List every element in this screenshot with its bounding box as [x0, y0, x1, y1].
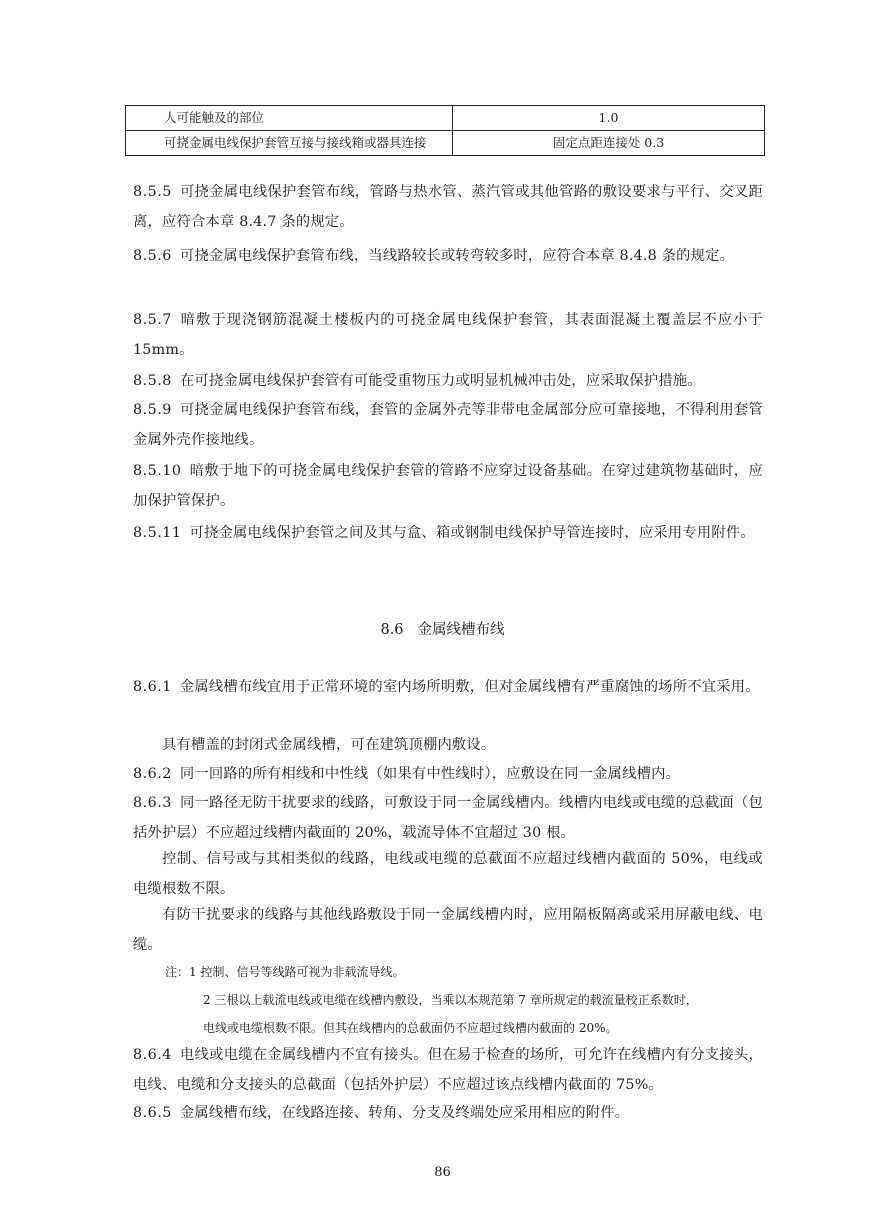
section-title: 金属线槽布线 [417, 622, 505, 638]
clause-number: 8.6.3 [133, 795, 172, 811]
clause-number: 8.6.2 [133, 766, 172, 782]
clause-paragraph [133, 367, 763, 397]
clause-paragraph [133, 519, 763, 549]
table-row [126, 106, 765, 131]
page-number: 86 [434, 1165, 451, 1180]
clause-text: 控制、信号或与其相类似的线路，电线或电缆的总截面不应超过线槽内截面的 50%，电线或电缆根数不限。 [133, 851, 763, 897]
clause-text: 在可挠金属电线保护套管有可能受重物压力或明显机械冲击处，应采取保护措施。 [179, 373, 702, 389]
clause-paragraph [133, 760, 763, 790]
note-label: 注： [165, 965, 190, 979]
table-cell-value: 1.0 [453, 106, 765, 131]
note-number: 2 [203, 993, 211, 1007]
clause-text: 同一回路的所有相线和中性线（如果有中性线时），应敷设在同一金属线槽内。 [179, 766, 681, 782]
section-number: 8.6 [380, 622, 404, 638]
clause-text: 金属线槽布线宜用于正常环境的室内场所明敷，但对金属线槽有严重腐蚀的场所不宜采用。 [179, 679, 760, 695]
clause-number: 8.6.4 [133, 1047, 172, 1063]
clause-paragraph [133, 901, 763, 960]
spec-table [125, 105, 765, 156]
clause-text: 具有槽盖的封闭式金属线槽，可在建筑顶棚内敷设。 [162, 737, 496, 753]
note-text: 电线或电缆根数不限。但其在线槽内的总截面仍不应超过线槽内截面的 20%。 [203, 1021, 618, 1035]
table-cell-value: 固定点距连接处 0.3 [453, 131, 765, 156]
note-line [165, 958, 405, 986]
clause-text: 可挠金属电线保护套管布线，套管的金属外壳等非带电金属部分应可靠接地，不得利用套管金属外壳作接地线。 [133, 402, 763, 448]
note-text: 三根以上载流电线或电缆在线槽内敷设，当乘以本规范第 7 章所规定的载流量校正系数时， [214, 993, 698, 1007]
note-number: 1 [189, 965, 197, 979]
clause-paragraph [133, 396, 763, 455]
clause-paragraph [133, 1099, 763, 1129]
clause-paragraph [133, 845, 763, 904]
note-line [203, 986, 698, 1014]
clause-paragraph [133, 1041, 763, 1100]
clause-number: 8.5.8 [133, 373, 172, 389]
clause-text: 可挠金属电线保护套管布线，当线路较长或转弯较多时，应符合本章 8.4.8 条的规定。 [179, 248, 735, 264]
section-heading [0, 618, 885, 642]
clause-text: 电线或电缆在金属线槽内不宜有接头。但在易于检查的场所，可允许在线槽内有分支接头，电线、电缆和分支接头的总截面（包括外护层）不应超过该点线槽内截面的 75%。 [133, 1047, 763, 1093]
clause-paragraph [133, 731, 763, 761]
table-cell-item: 人可能触及的部位 [126, 106, 453, 131]
clause-paragraph [133, 673, 763, 703]
clause-number: 8.6.1 [133, 679, 172, 695]
clause-text: 可挠金属电线保护套管之间及其与盒、箱或钢制电线保护导管连接时，应采用专用附件。 [189, 525, 755, 541]
clause-number: 8.5.6 [133, 248, 172, 264]
table-cell-item: 可挠金属电线保护套管互接与接线箱或器具连接 [126, 131, 453, 156]
clause-text: 暗敷于地下的可挠金属电线保护套管的管路不应穿过设备基础。在穿过建筑物基础时，应加保护管保护。 [133, 463, 763, 509]
clause-text: 有防干扰要求的线路与其他线路敷设于同一金属线槽内时，应用隔板隔离或采用屏蔽电线、电缆。 [133, 907, 763, 953]
clause-paragraph [133, 789, 763, 848]
note-line [203, 1014, 618, 1042]
clause-paragraph [133, 178, 763, 237]
clause-text: 同一路径无防干扰要求的线路，可敷设于同一金属线槽内。线槽内电线或电缆的总截面（包括外护层）不应超过线槽内截面的 20%，载流导体不宜超过 30 根。 [133, 795, 763, 841]
clause-text: 可挠金属电线保护套管布线，管路与热水管、蒸汽管或其他管路的敷设要求与平行、交叉距离，应符合本章 8.4.7 条的规定。 [133, 184, 763, 230]
clause-number: 8.5.10 [133, 463, 182, 479]
clause-number: 8.5.9 [133, 402, 172, 418]
note-text: 控制、信号等线路可视为非载流导线。 [200, 965, 405, 979]
clause-text: 金属线槽布线，在线路连接、转角、分支及终端处应采用相应的附件。 [179, 1105, 630, 1121]
clause-paragraph [133, 242, 763, 272]
clause-paragraph [133, 457, 763, 516]
clause-number: 8.5.5 [133, 184, 172, 200]
clause-number: 8.5.11 [133, 525, 182, 541]
clause-number: 8.5.7 [133, 312, 172, 328]
clause-paragraph [133, 306, 763, 365]
clause-text: 暗敷于现浇钢筋混凝土楼板内的可挠金属电线保护套管，其表面混凝土覆盖层不应小于 15mm。 [133, 312, 763, 358]
table-row [126, 131, 765, 156]
clause-number: 8.6.5 [133, 1105, 172, 1121]
